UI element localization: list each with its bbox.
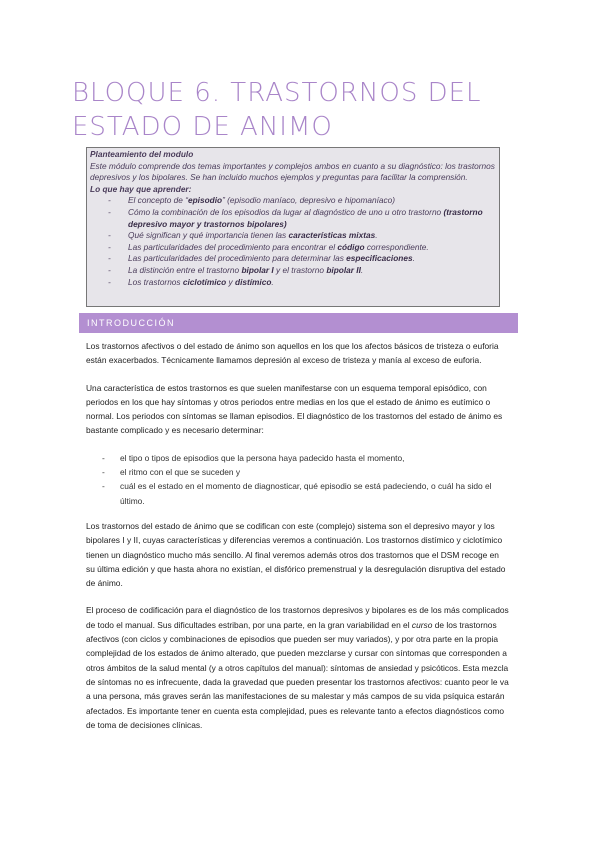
learning-item: - La distinción entre el trastorno bipolar I y el trastorno bipolar II. bbox=[104, 265, 496, 277]
learning-item: - Las particularidades del procedimiento para determinar las especificaciones. bbox=[104, 253, 496, 265]
learning-item: - Qué significan y qué importancia tienen las características mixtas. bbox=[104, 230, 496, 242]
paragraph: El proceso de codificación para el diagnóstico de los trastornos depresivos y bipolares es de los más complicados de todo el manual. Sus dificultades estriban, por una parte, en la gran variabilidad en el curso de los trastornos afectivos (con ciclos y combinaciones de episodios que pueden ser muy variados), y por otra parte en la propia complejidad de los estados de ánimo alterado, que pueden mezclarse y cursar con síntomas que corresponden a otros ámbitos de la salud mental (y a otros capítulos del manual): síntomas de ansiedad y psicóticos. Esta mezcla de síntomas no es infrecuente, dada la gravedad que pueden presentar los trastornos afectivos: cuanto peor le va a una persona, más graves serán las manifestaciones de su malestar y más campos de su vida psíquica estarán afectados. Es importante tener en cuenta esta complejidad, pues es relevante tanto a efectos diagnósticos como de toma de decisiones clínicas. bbox=[86, 605, 509, 730]
overview-heading: Planteamiento del modulo bbox=[90, 149, 194, 159]
learning-item: - Los trastornos ciclotímico y distímico. bbox=[104, 277, 496, 289]
list-item: - el ritmo con el que se suceden y bbox=[86, 465, 510, 479]
module-overview-box bbox=[86, 147, 500, 307]
paragraph: Una característica de estos trastornos es que suelen manifestarse con un esquema temporal episódico, con periodos en los que hay síntomas y otros periodos entre medias en los que el estado de ánimo es eutímico o normal. Los periodos con síntomas se llaman episodios. El diagnóstico de los trastornos del estado de ánimo es bastante complicado y es necesario determinar: bbox=[86, 382, 503, 436]
learning-item: - El concepto de “episodio” (episodio maníaco, depresivo e hipomaníaco) bbox=[104, 195, 496, 207]
learning-list bbox=[90, 195, 496, 288]
learning-item: - Las particularidades del procedimiento para encontrar el código correspondiente. bbox=[104, 242, 496, 254]
diagnosis-list bbox=[86, 451, 510, 508]
overview-intro: Este módulo comprende dos temas importantes y complejos ambos en cuanto a su diagnóstico: los trastornos depresivos y los bipolares. Se han incluido muchos ejemplos y preguntas para facilitar la comprensión. bbox=[90, 160, 495, 183]
learning-item: - Cómo la combinación de los episodios da lugar al diagnóstico de uno u otro trastorno (trastorno depresivo mayor y trastornos bipolares) bbox=[104, 207, 496, 230]
paragraph: Los trastornos del estado de ánimo que se codifican con este (complejo) sistema son el depresivo mayor y los bipolares I y II, cuyas características y diferencias veremos a continuación. Los trastornos distímico y ciclotímico tienen un diagnóstico mucho más sencillo. Al final veremos además otros dos trastornos que el DSM recoge en su última edición y que hasta ahora no existían, el disfórico premenstrual y la desregulación disruptiva del estado de ánimo. bbox=[86, 520, 506, 589]
section-header-introduccion: INTRODUCCIÓN bbox=[79, 313, 518, 333]
paragraph: Los trastornos afectivos o del estado de ánimo son aquellos en los que los afectos básicos de tristeza o euforia están exacerbados. Técnicamente llamamos depresión al exceso de tristeza y manía al exceso de euforia. bbox=[86, 341, 499, 366]
learning-heading: Lo que hay que aprender: bbox=[90, 183, 192, 194]
page-title: BLOQUE 6. TRASTORNOS DEL ESTADO DE ANIMO bbox=[72, 78, 482, 142]
list-item: - el tipo o tipos de episodios que la persona haya padecido hasta el momento, bbox=[86, 451, 510, 465]
list-item: - cuál es el estado en el momento de diagnosticar, qué episodio se está padeciendo, o cuál ha sido el último. bbox=[86, 479, 510, 508]
body-text bbox=[86, 339, 510, 745]
